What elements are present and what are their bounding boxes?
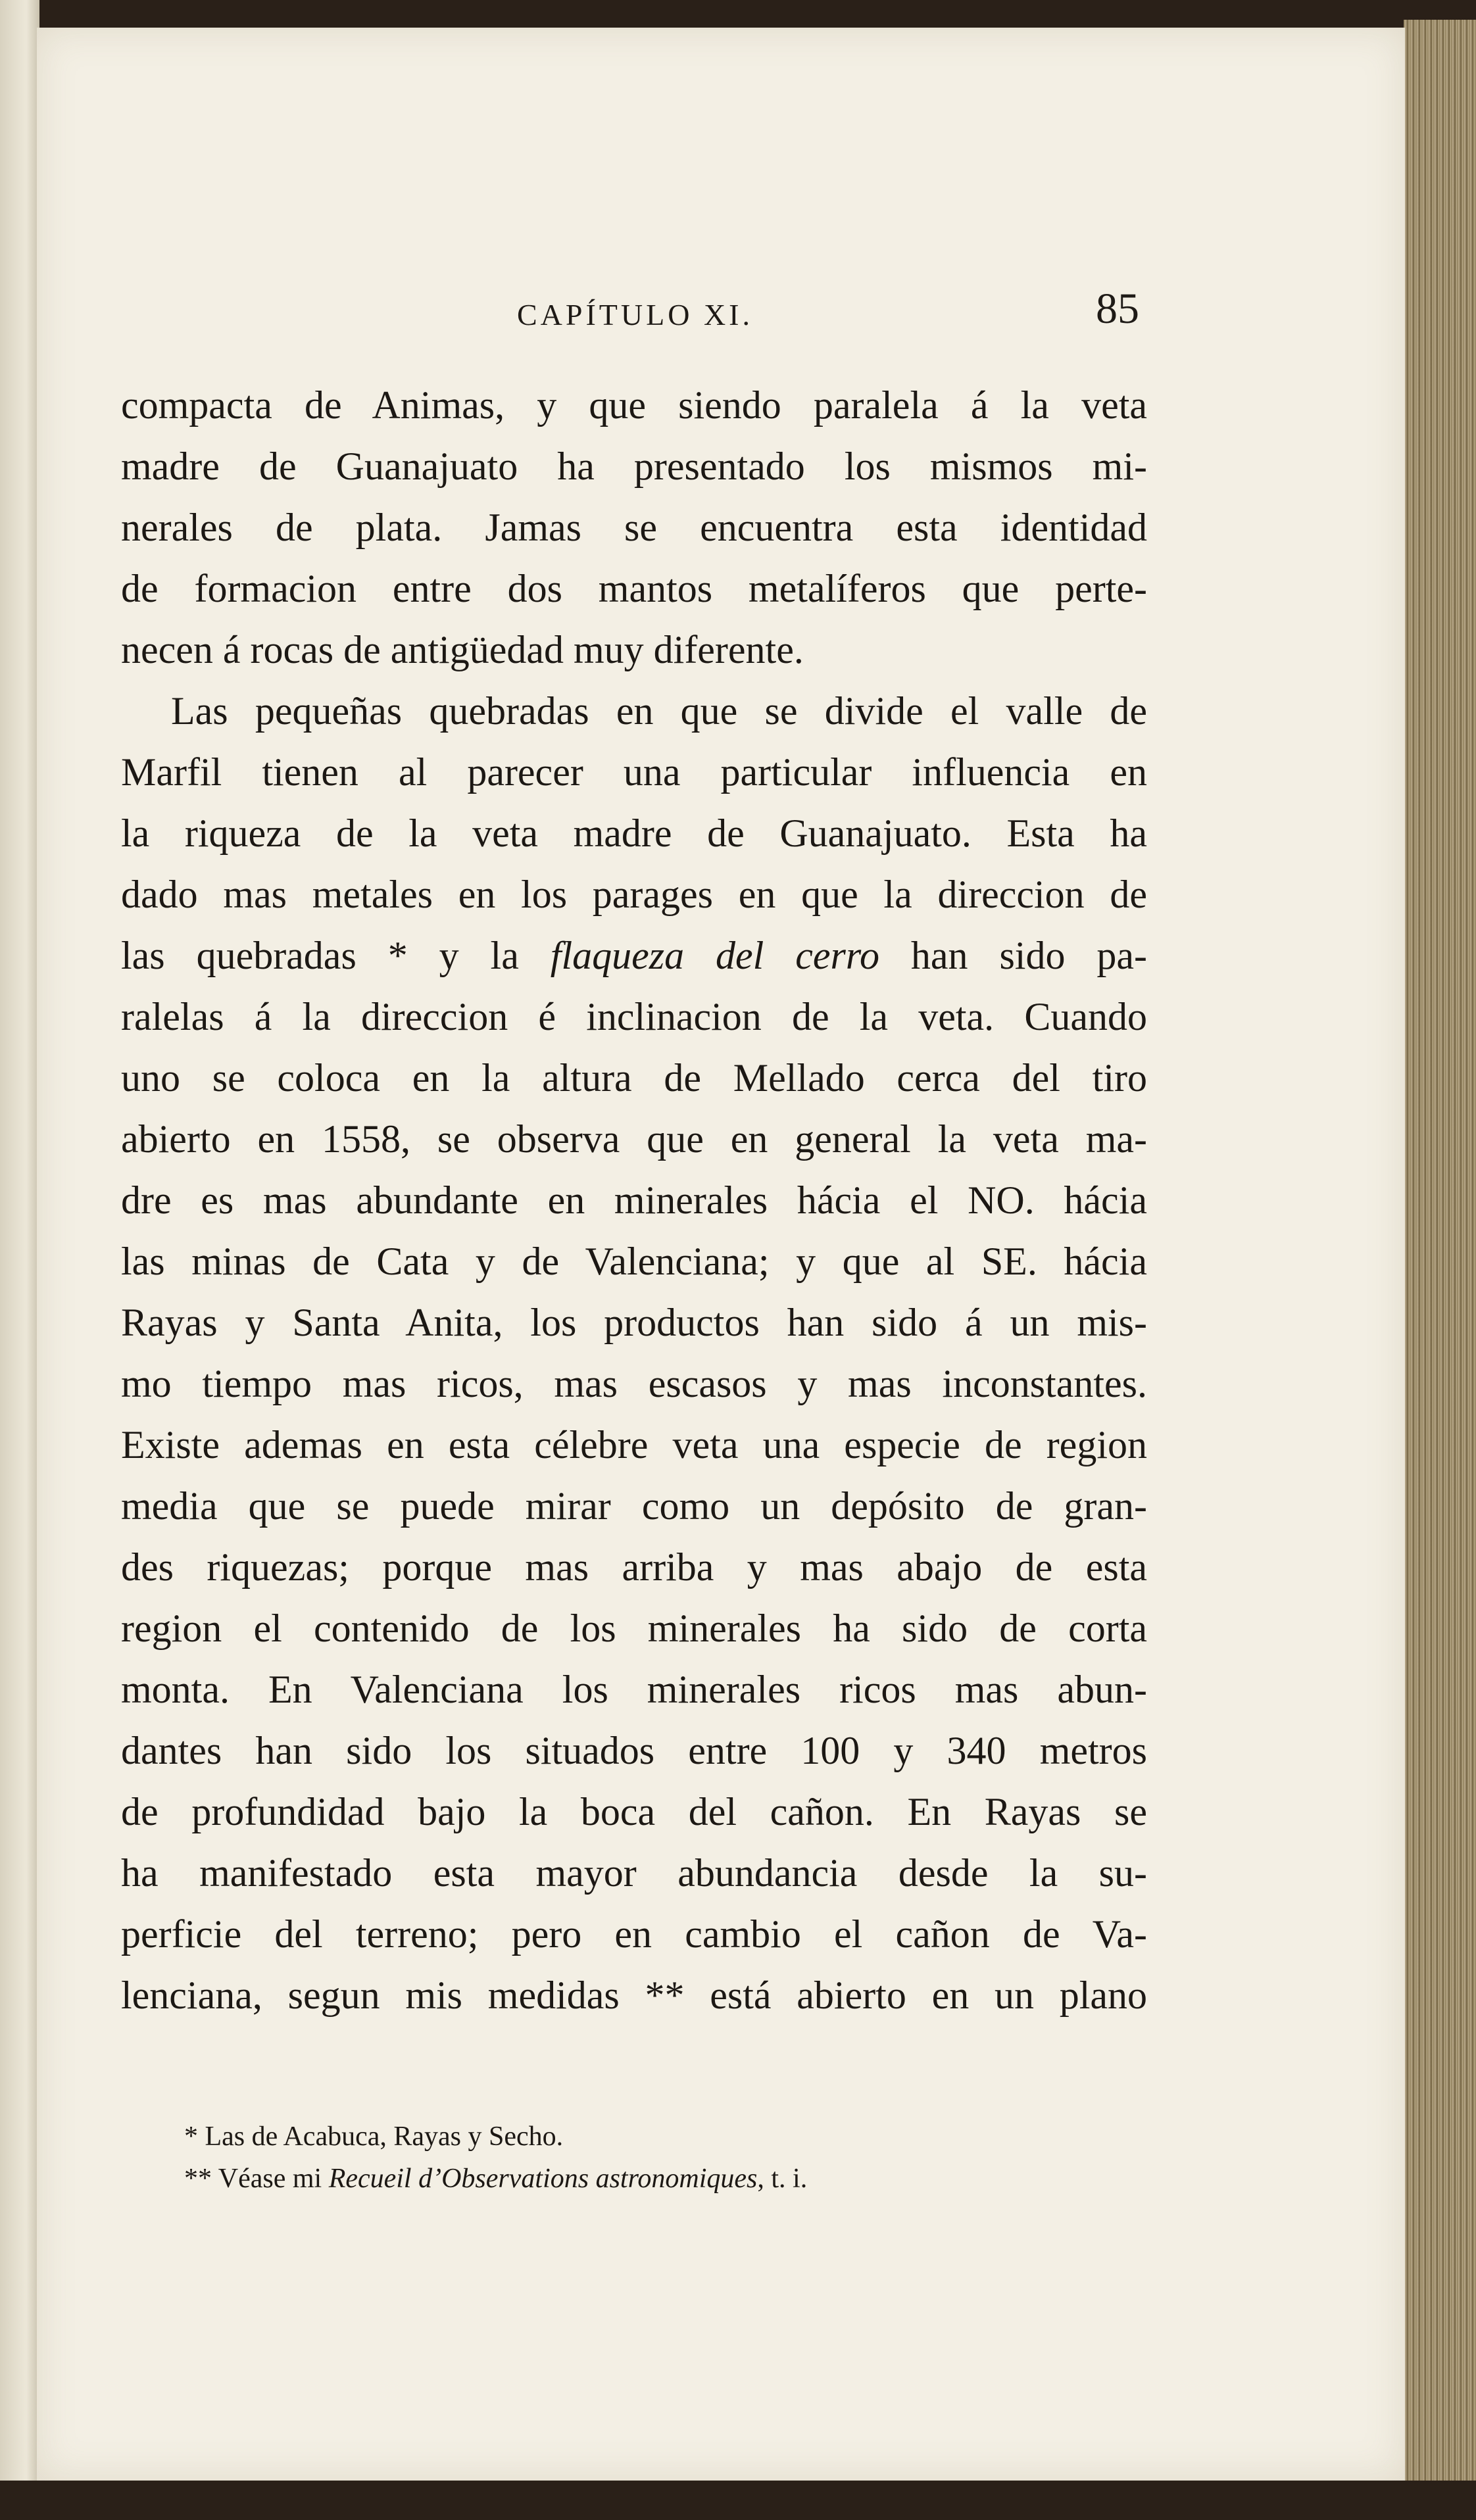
text-line: uno se coloca en la altura de Mellado cerca del tiro [121,1056,1147,1100]
footnote-1: * Las de Acabuca, Rayas y Secho. [184,2121,564,2152]
footnote-italic-title: Recueil d’Observations astronomiques [328,2164,758,2194]
text-line: necen á rocas de antigüedad muy diferente. [121,628,804,671]
footnotes [121,2116,1147,2200]
text-line: Existe ademas en esta célebre veta una especie de region [121,1423,1147,1466]
text-line: Las pequeñas quebradas en que se divide el valle de [171,689,1147,733]
text-line: dantes han sido los situados entre 100 y 340 metros [121,1729,1147,1772]
book-left-edge [0,0,39,2520]
chapter-title: CAPÍTULO XI. [517,298,753,331]
book-top-edge [0,0,1476,32]
text-segment: han sido pa- [879,934,1148,977]
page-number: 85 [1096,285,1139,333]
text-line: mo tiempo mas ricos, mas escasos y mas inconstantes. [121,1362,1147,1405]
text-line: media que se puede mirar como un depósito de gran- [121,1484,1147,1528]
text-line: Rayas y Santa Anita, los productos han sido á un mis- [121,1301,1147,1344]
text-line: perficie del terreno; pero en cambio el cañon de Va- [121,1912,1147,1956]
footnote-2 [121,2158,1147,2200]
text-line: Marfil tienen al parecer una particular influencia en [121,750,1147,794]
text-line: abierto en 1558, se observa que en general la veta ma- [121,1117,1147,1161]
footnote-segment: ** Véase mi [184,2164,329,2194]
book-bottom-edge [0,2481,1476,2520]
text-line: las minas de Cata y de Valenciana; y que al SE. hácia [121,1240,1147,1283]
text-line: nerales de plata. Jamas se encuentra esta identidad [121,506,1147,549]
text-line: madre de Guanajuato ha presentado los mismos mi- [121,445,1147,488]
italic-phrase: flaqueza del cerro [550,934,879,977]
text-line: ralelas á la direccion é inclinacion de la veta. Cuando [121,995,1147,1038]
text-line: dado mas metales en los parages en que la direccion de [121,873,1147,916]
book-page [37,28,1405,2481]
text-line: lenciana, segun mis medidas ** está abierto en un plano [121,1974,1147,2017]
running-head [37,284,1405,350]
text-line: la riqueza de la veta madre de Guanajuato. Esta ha [121,812,1147,855]
text-line: de formacion entre dos mantos metalíferos que perte- [121,567,1147,610]
text-line: des riquezas; porque mas arriba y mas abajo de esta [121,1545,1147,1589]
text-line: dre es mas abundante en minerales hácia el NO. hácia [121,1178,1147,1222]
text-line-with-italic [121,925,1147,986]
book-right-edge [1404,20,1476,2500]
text-line: monta. En Valenciana los minerales ricos mas abun- [121,1668,1147,1711]
text-line: de profundidad bajo la boca del cañon. En Rayas se [121,1790,1147,1833]
footnote-segment: , t. i. [757,2164,808,2194]
text-line: compacta de Animas, y que siendo paralela á la veta [121,383,1147,427]
text-line: region el contenido de los minerales ha sido de corta [121,1607,1147,1650]
body-text [121,375,1147,2026]
text-segment: las quebradas * y la [121,934,551,977]
text-line: ha manifestado esta mayor abundancia desde la su- [121,1851,1147,1895]
